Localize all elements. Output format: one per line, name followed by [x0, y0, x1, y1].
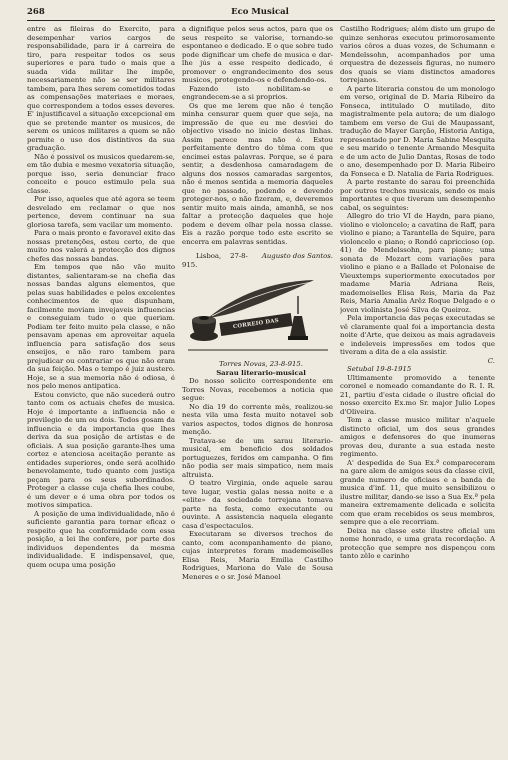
article-paragraph: Executaram se diversos trechos de canto, com acompanhamento de piano, cujas interpretes foram mademoiselles Elisa Reis, Maria Emilia Castilho Rodrigues, Mariona do Vale de Sousa Meneres e o sr. José Manoel — [182, 530, 333, 581]
section-heading: Sarau literario-musical — [216, 368, 306, 377]
article-paragraph: Estou convicto, que não sucederá outro tanto com os actuais chefes de musica. Hoje é importante a influencia não e previlegio de um ou dois. Todos gosam da influencia e da importancia que lhes deriva da sua posição de artistas e de oficiais. A sua posição garante-lhes uma cortez e atenciosa aceitação perante as entidades superiores, onde será acolhido benevolamente, tudo quanto com justiça peçam para os seus subordinados. Proteger a classe cuja chefia lhes coube, é um dever e é uma obra por todos os motivos simpatica. — [27, 390, 175, 509]
correspondent-initial: C. — [487, 356, 495, 365]
article-paragraph: Os que me lerem que não é tenção minha censurar quem quer que seja, na impressão de que eu me desviei do objectivo visado no inicio destas linhas. Assim parece mas não é. Estou perfeitamente dentro do têma com que encimei estas palavras. Porque, se é para sentir, a desdenhosa camaradagem de alguns dos nossos camaradas sargentos, não é menos sentida a memoria daqueles que no passado, podendo e devendo proteger-nos, o não fizeram, e, deveremos sentir muito mais ainda, amanhã, se nos faltar a protecção daqueles que hoje podem e devem olhar pela nossa classe. Eis a razão porque todo este escrito se encerra em palavras sentidas. — [182, 101, 333, 246]
article-paragraph: Não é possivel os musicos quedarem-se, em tão dubia e mesmo vexatoria situação, porque isso, seria denunciar fraco conceito e pouco estimulo pela sua classe. — [27, 152, 175, 195]
article-paragraph: Fazendo isto nobilitam-se e engrandecem-se a si proprios. — [182, 84, 333, 101]
column-3 — [340, 25, 495, 747]
article-paragraph: Por isso, aqueles que até agora se teem desvelado em reclamar o que nos pertence, devem continuar na sua gloriosa tarefa, sem vacilar um momento. — [27, 195, 175, 229]
dateline — [182, 252, 333, 269]
article-paragraph: Tem a classe musico militar n'aquele distincto oficial, um dos seus grandes amigos e defensores do que inumeras provas deu, durante a sua estada neste regimento. — [340, 416, 495, 458]
article-paragraph: Para o mais pronto e favoravel exito das nossas pretenções, esteu certo, de que muito nos valerá a protecção dos dignos chefes das nossas bandas. — [27, 229, 175, 263]
page-number: 268 — [27, 7, 45, 17]
setubal-dateline: Setubal 19-8-1915 — [347, 365, 412, 373]
publication-title: Eco Musical — [231, 7, 289, 17]
section-illustration — [182, 276, 333, 358]
article-paragraph: A parte restante do sarau foi preenchida por outros trechos musicais, sendo os mais importantes e que tiveram um desempenho cabal, os seguintes: — [340, 178, 495, 212]
article-paragraph: Em tempos que não vão muito distantes, salientaram-se na chefia das nossas bandas alguns elementos, que pelas suas habilidades e pelos excelentes conhecimentos de que dispunham, facilmente moviam invejaveis influencias e conseguiam tudo o que queriam. Podiam ter feito muito pela classe, e não pensavam apenas em aproveitar aquela influencia para satisfação dos seus enseijos, e não raro tambem para prejudicar ou contrariar os que não eram da sua feição. Mas o tempo é juiz austero. Hoje, se a sua memoria não é odiosa, é nos pelo menos antipatica. — [27, 263, 175, 390]
article-paragraph: Castilho Rodrigues; além disto um grupo de quinze senhoras executou primorosamente varios côros a duas vozes, de Schumann e Mendelssohn, acompanhados por uma orquestra de dezesseis figuras, no numero dos quais se viam distinctos amadores torrejanos. — [340, 25, 495, 84]
article-paragraph: Pela importancia das peças executadas se vê claramente qual foi a importancia desta noite d'Arte, que deixou as mais agradaveis e indeleveis impressões em todos que tiveram a dita de a ela assistir. — [340, 314, 495, 356]
banner-text: CORREIO DAS PROVINCIAS — [232, 317, 280, 343]
dateline-place: Lisboa, 27-8-915. — [182, 252, 248, 269]
column-2 — [182, 25, 333, 747]
article-paragraph: Allegro do trio VI de Haydn, para piano, violino e violoncelo; a cavatina de Raff, para violino e piano; a Tarantella de Squire, para violoncelo e piano; o Rondó capriccioso (op. 41) de Mendelssohn, para piano; uma sonata de Mozart com variações para violino e piano e a Ballade et Polonaise de Vieuxtemps superiormente executados por madame Maria Adriana Reis, mademoiselles Elisa Reis, Maria da Paz Reis, Maria Amalia Arêz Roque Delgado e o joven violinista José Silva de Queiroz. — [340, 212, 495, 314]
article-paragraph: a dignifique pelos seus actos, para que os seus respeito se valorise, tornando-se espontaneo e dedicado. E o que sobre tudo pode dignificar um chefe de musica e dar-lhe jús a esse respeito dedicado, é promover o engrandecimento dos seus musicos, protegendo-os e defendendo-os. — [182, 25, 333, 84]
column-1 — [27, 25, 175, 747]
article-paragraph: A parte literaria constou de um monologo em verso, original de D. Maria Ribeiro da Fonseca, intitulado O mutilado, dito magistralmente pela autora; de um dialogo tambem em verso de Gui de Maupassant, tradução de Mayer Garção, Historia Antiga, representado por D. Maria Sabine Mesquita e seu marido o tenente Armando Mesquita e de um acto de Julio Dantas, Rosas de todo o ano, desempenhado por D. Maria Ribeiro da Fonseca e D. Natalia de Faria Rodrigues. — [340, 84, 495, 178]
article-paragraph: No dia 19 do corrente mês, realizou-se nesta vila uma festa muito notavel sob varios aspectos, todos dignos de honrosa menção. — [182, 402, 333, 436]
article-paragraph: entre as fileiras do Exercito, para desempenhar varios cargos de responsabilidade, para ir á carreira de tiro, para respeitar todos os seus superiores e para tudo o mais que a suada vida militar lhe impõe, necessariamente não se ser militares tambem, para lhes serem cometidos todas as compensações materiaes e moraes, que correspondem a todos esses deveres. E' injustificavel a situação excepcional em que se pretende manter os musicos, de serem os unicos militares a quem se não permite o uso dos distintivos da sua graduação. — [27, 25, 175, 152]
article-paragraph: Tratava-se de um sarau literario-musical, em beneficio dos soldados portuguezes, feridos em campanha. O fim não podia ser mais simpatico, nem mais altruista. — [182, 436, 333, 479]
article-paragraph: Deixa na classe este ilustre oficial um nome honrado, e uma grata recordação. A protecção que sempre nos dispençou com tanto zêlo e carinho — [340, 526, 495, 560]
article-paragraph: Ultimamente promovido a tenente coronel e nomeado comandante do R. I. R. 21, partiu d'esta cidade o ilustre oficial do nosso exercito Ex.mo Sr. major Julio Lopes d'Oliveira. — [340, 373, 495, 416]
article-paragraph: A' despedida de Sua Ex.ª compareceram na gare alem de amigos seus da classe civil, grande numero de oficiaes e a banda de musica d'inf. 11, que muito sensibilizou o ilustre militar, dando-se isso a Sua Ex.ª pela maneira extremamente delicada e solicita com que eram recebidos os seus membros, sempre que a ele recorriam. — [340, 458, 495, 526]
header-rule — [27, 20, 495, 21]
article-paragraph: Do nosso solicito correspondente em Torres Novas, recebemos a noticia que segue: — [182, 377, 333, 402]
page-header — [27, 7, 493, 19]
article-paragraph: A posição de uma individualidade, não é suficiente garantia para tornar eficaz o respeito que ha conformidade com essa posição, a lei lhe confere, por parte dos individuos dependentes da mesma individualidade. E indispensavel, que, quem ocupa uma posição — [27, 509, 175, 569]
report-dateline: Torres Novas, 23-8-915. — [219, 360, 303, 368]
article-paragraph: O teatro Virginia, onde aquele sarau teve lugar, vestia galas nessa noite e a «elite» da sociedade torrejana tomava parte na festa, como executante ou ouvinte. A assistencia naquela elegante casa d'espectaculos. — [182, 479, 333, 530]
author-signature: Augusto dos Santos. — [261, 252, 333, 260]
